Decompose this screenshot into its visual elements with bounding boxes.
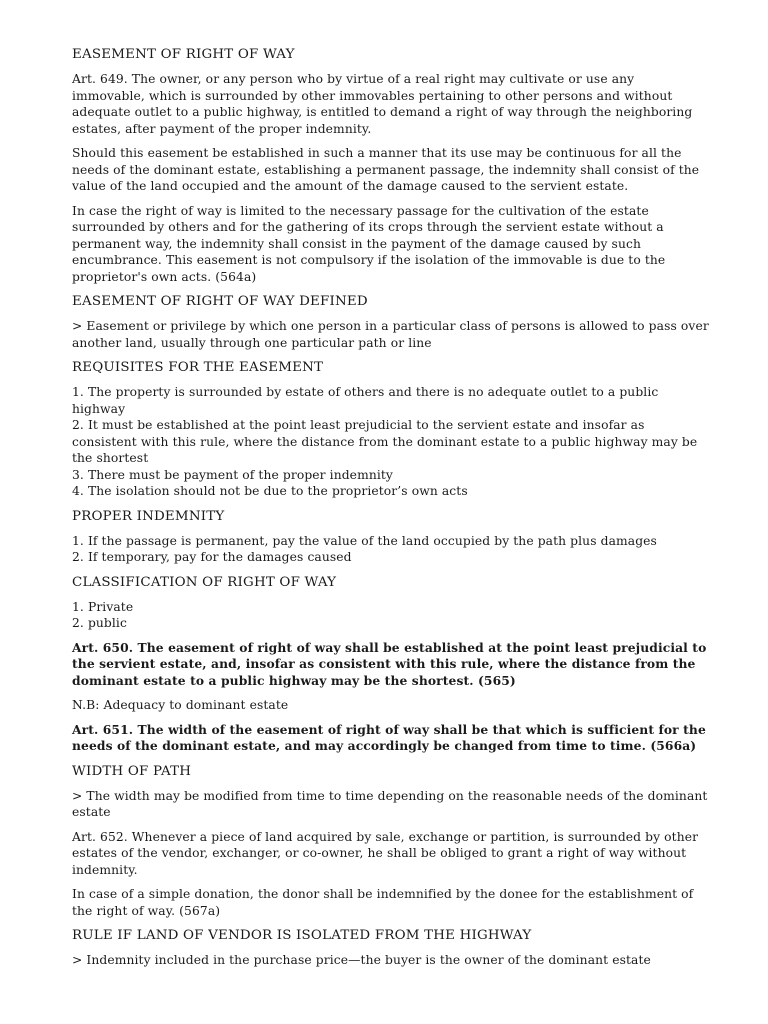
paragraph-indemnity-purchase-price: > Indemnity included in the purchase price—the buyer is the owner of the dominant estate [72,953,651,967]
list-item: 1. Private [72,599,134,614]
list-item: 2. It must be established at the point least prejudicial to the servient estate and insofar as consistent with this rule, where the distance from the dominant estate to a public highway may be the shortest [72,418,698,465]
heading-requisites: REQUISITES FOR THE EASEMENT [72,360,324,375]
paragraph-continuous-easement: Should this easement be established in such a manner that its use may be continuous for all the needs of the dominant estate, establishing a permanent passage, the indemnity shall consist of the value of the land occupied and the amount of the damage caused to the servient estate. [72,146,700,193]
paragraph-art-651: Art. 651. The width of the easement of right of way shall be that which is sufficient for the needs of the dominant estate, and may accordingly be changed from time to time. (566a) [72,721,706,753]
paragraph-definition: > Easement or privilege by which one person in a particular class of persons is allowed to pass over another land, usually through one particular path or line [72,319,709,350]
list-item: 4. The isolation should not be due to the proprietor’s own acts [72,484,468,498]
list-item: 2. public [72,616,127,630]
indemnity-list [72,533,710,566]
heading-width-of-path: WIDTH OF PATH [72,763,192,779]
requisites-list [72,384,710,500]
paragraph-art-649: Art. 649. The owner, or any person who by virtue of a real right may cultivate or use any immovable, which is surrounded by other immovables pertaining to other persons and without adequate outlet to a public highway, is entitled to demand a right of way through the neighboring estates, after payment of the proper indemnity. [72,72,693,136]
paragraph-limited-right-of-way: In case the right of way is limited to the necessary passage for the cultivation of the estate surrounded by others and for the gathering of its crops through the servient estate without a permanent way, the indemnity shall consist in the payment of the damage caused by such encumbrance. This easement is not compulsory if the isolation of the immovable is due to the proprietor's own acts. (564a) [72,203,666,284]
list-item: 1. If the passage is permanent, pay the value of the land occupied by the path plus damages [72,533,657,548]
classification-list [72,599,710,632]
paragraph-art-650: Art. 650. The easement of right of way shall be established at the point least prejudicial to the servient estate, and, insofar as consistent with this rule, where the distance from the dominant estate to a public highway may be the shortest. (565) [72,639,707,688]
heading-classification: CLASSIFICATION OF RIGHT OF WAY [72,574,337,590]
paragraph-width-modified: > The width may be modified from time to time depending on the reasonable needs of the dominant estate [72,788,708,819]
paragraph-simple-donation: In case of a simple donation, the donor shall be indemnified by the donee for the establishment of the right of way. (567a) [72,887,694,918]
list-item: 2. If temporary, pay for the damages caused [72,550,352,564]
heading-right-of-way-defined: EASEMENT OF RIGHT OF WAY DEFINED [72,294,368,309]
list-item: 1. The property is surrounded by estate of others and there is no adequate outlet to a public highway [72,385,659,416]
paragraph-nb-adequacy: N.B: Adequacy to dominant estate [72,698,289,712]
heading-proper-indemnity: PROPER INDEMNITY [72,508,225,524]
heading-easement-of-right-of-way: EASEMENT OF RIGHT OF WAY [72,47,295,62]
heading-rule-vendor-isolated: RULE IF LAND OF VENDOR IS ISOLATED FROM THE HIGHWAY [72,928,532,943]
paragraph-art-652: Art. 652. Whenever a piece of land acquired by sale, exchange or partition, is surrounded by other estates of the vendor, exchanger, or co-owner, he shall be obliged to grant a right of way without indemnity. [72,829,699,877]
list-item: 3. There must be payment of the proper indemnity [72,467,393,482]
